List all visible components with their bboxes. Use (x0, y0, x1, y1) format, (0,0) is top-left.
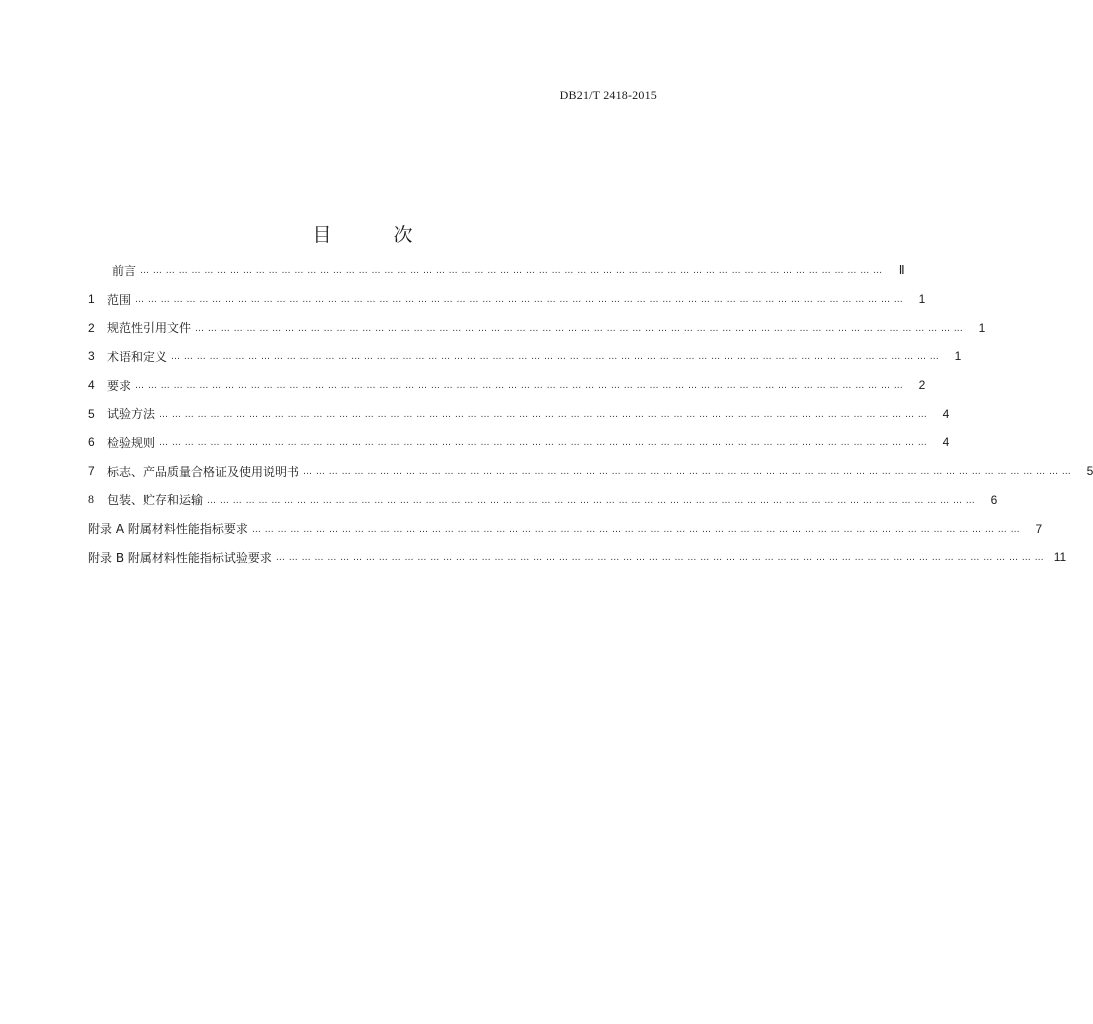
toc-entry-page: 6 (990, 492, 998, 507)
toc-leader-dots: … … … … … … … … … … … … … … … … … … … … … … … … … … … … … … … … … … … … … … … … … … … … … … … … … … … … … … … … … … (140, 266, 883, 277)
toc-entry-page: 4 (942, 435, 950, 450)
toc-leader-dots: … … … … … … … … … … … … … … … … … … … … … … … … … … … … … … … … … … … … … … … … … … … … … … … … … … … … … … … … … … … … (159, 438, 928, 449)
toc-entry-page: 1 (978, 320, 986, 335)
page-title: 目 次 (312, 224, 441, 246)
toc-entry-2[interactable] (88, 313, 986, 342)
toc-entry-label: 范围 (107, 292, 132, 307)
table-of-contents (88, 256, 1093, 572)
toc-entry-3[interactable] (88, 342, 962, 371)
toc-leader-dots: … … … … … … … … … … … … … … … … … … … … … … … … … … … … … … … … … … … … … … … … … … … … … … … … … … … … … … … … … … … … (207, 495, 976, 506)
toc-leader-dots: … … … … … … … … … … … … … … … … … … … … … … … … … … … … … … … … … … … … … … … … … … … … … … … … … … … … … … … … … … … … (303, 467, 1072, 478)
toc-entry-appendix-b[interactable] (88, 543, 1067, 572)
toc-leader-dots: … … … … … … … … … … … … … … … … … … … … … … … … … … … … … … … … … … … … … … … … … … … … … … … … … … … … … … … … … … … … (195, 323, 964, 334)
toc-entry-page: 1 (954, 349, 962, 364)
toc-entry-page: 2 (918, 378, 926, 393)
toc-entry-label: 检验规则 (107, 435, 156, 450)
toc-entry-page: 1 (918, 292, 926, 307)
toc-entry-number: 1 (88, 292, 95, 307)
toc-entry-page: 4 (942, 406, 950, 421)
toc-entry-label: 规范性引用文件 (107, 321, 192, 336)
toc-leader-dots: … … … … … … … … … … … … … … … … … … … … … … … … … … … … … … … … … … … … … … … … … … … … … … … … … … … … … … … … … … … … (171, 352, 940, 363)
toc-entry-label: 试验方法 (107, 407, 156, 422)
toc-entry-label: 前言 (112, 263, 137, 278)
toc-entry-page: Ⅱ (898, 263, 905, 278)
toc-entry-6[interactable] (88, 428, 950, 457)
toc-entry-label: 标志、产品质量合格证及使用说明书 (107, 464, 300, 479)
toc-entry-4[interactable] (88, 371, 926, 400)
toc-entry-number: 2 (88, 320, 95, 335)
toc-entry-page: 5 (1086, 464, 1093, 479)
toc-entry-page: 7 (1035, 521, 1043, 536)
toc-entry-number: 5 (88, 406, 95, 421)
toc-entry-number: 3 (88, 349, 95, 364)
toc-entry-appendix-a[interactable] (88, 514, 1043, 543)
toc-leader-dots: … … … … … … … … … … … … … … … … … … … … … … … … … … … … … … … … … … … … … … … … … … … … … … … … … … … … … … … … … … … … (275, 553, 1045, 564)
toc-entry-page: 11 (1053, 550, 1067, 565)
toc-entry-number: 6 (88, 435, 95, 450)
toc-entry-label: 术语和定义 (107, 349, 168, 364)
toc-entry-number: 7 (88, 464, 95, 479)
toc-entry-label: 包装、贮存和运输 (107, 493, 204, 508)
toc-entry-number: 4 (88, 378, 95, 393)
toc-leader-dots: … … … … … … … … … … … … … … … … … … … … … … … … … … … … … … … … … … … … … … … … … … … … … … … … … … … … … … … … … … … … (159, 409, 928, 420)
toc-entry-label: 附录 A 附属材料性能指标要求 (88, 522, 248, 537)
toc-leader-dots: … … … … … … … … … … … … … … … … … … … … … … … … … … … … … … … … … … … … … … … … … … … … … … … … … … … … … … … … … … … … (251, 524, 1021, 535)
toc-entry-8[interactable] (88, 486, 998, 515)
document-code: DB21/T 2418-2015 (559, 88, 657, 102)
toc-entry-label: 要求 (107, 378, 132, 393)
toc-entry-foreword[interactable] (88, 256, 905, 285)
toc-entry-number: 8 (88, 492, 94, 507)
toc-entry-5[interactable] (88, 399, 950, 428)
toc-entry-7[interactable] (88, 457, 1093, 486)
toc-leader-dots: … … … … … … … … … … … … … … … … … … … … … … … … … … … … … … … … … … … … … … … … … … … … … … … … … … … … … … … … … … … … (135, 381, 904, 392)
toc-entry-label: 附录 B 附属材料性能指标试验要求 (88, 550, 272, 565)
toc-entry-1[interactable] (88, 285, 926, 314)
toc-leader-dots: … … … … … … … … … … … … … … … … … … … … … … … … … … … … … … … … … … … … … … … … … … … … … … … … … … … … … … … … … … … … (135, 295, 904, 306)
